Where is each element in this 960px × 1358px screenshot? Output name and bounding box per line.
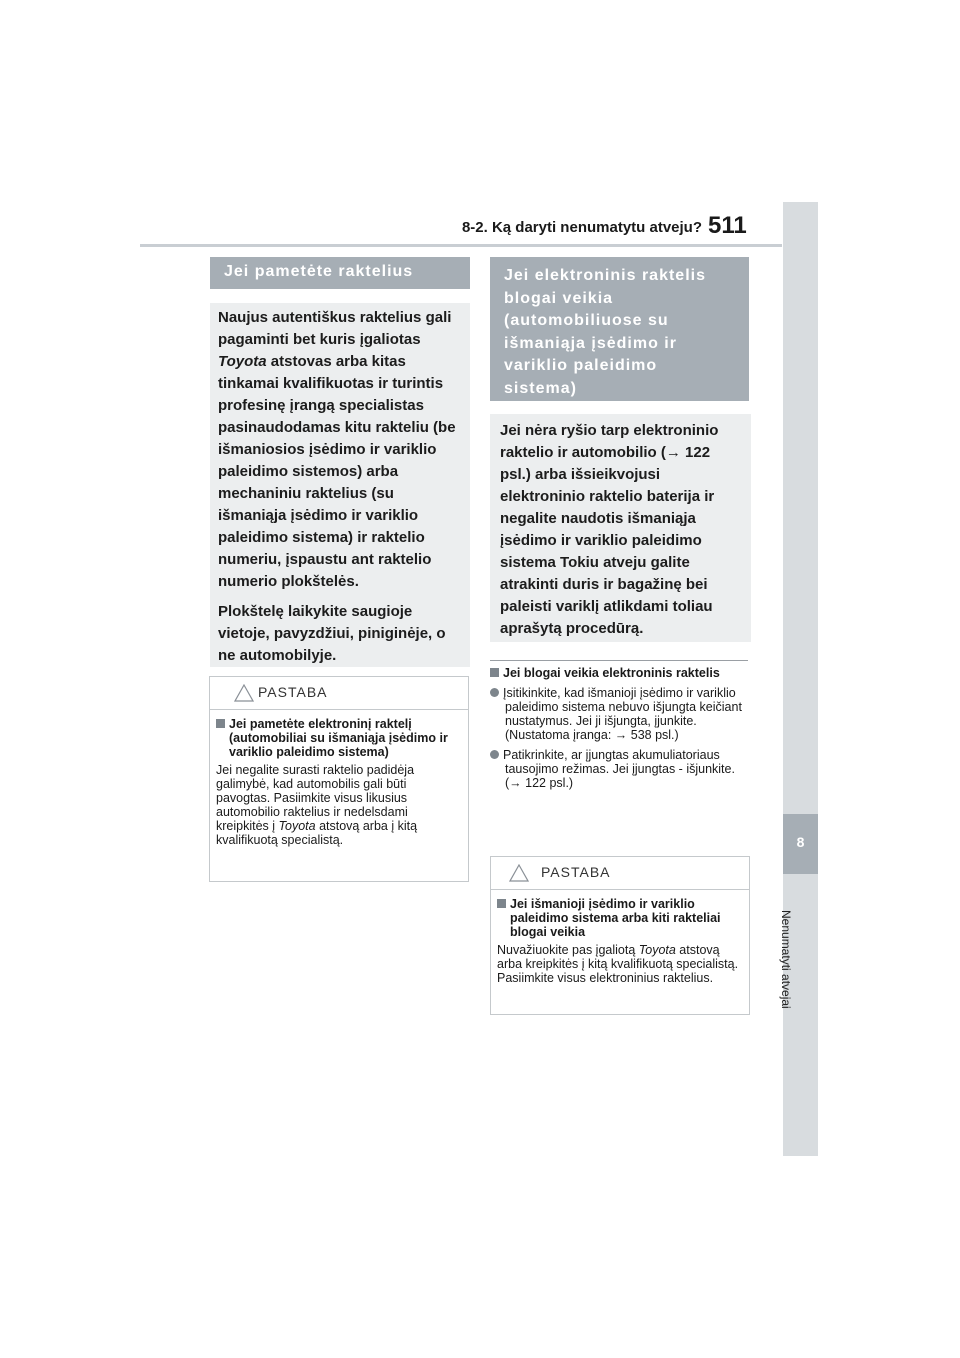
key-malfunction-body: [490, 414, 751, 642]
list-item: Įsitikinkite, kad išmanioji įsėdimo ir variklio paleidimo sistema nebuvo išjungta keičiant nustatymus. Jei ji išjungta, įjunkite. (Nustatoma įranga: → 538 psl.): [490, 686, 752, 742]
side-tab-label-text: Nenumatyti atvejai: [779, 910, 793, 1009]
list-item: Patikrinkite, ar įjungtas akumuliatoriaus tausojimo režimas. Jei įjungtas - išjunkite. (→ 122 psl.): [490, 748, 752, 790]
running-header-title: 8-2. Ką daryti nenumatytu atveju?: [461, 219, 702, 236]
lost-keys-body: [210, 303, 470, 667]
round-bullet-icon: [490, 688, 499, 697]
notice-header: [491, 857, 749, 890]
side-tab-label: [766, 910, 836, 1030]
notice-text: Nuvažiuokite pas įgaliotą Toyota atstovą arba kreipkitės į kitą kvalifikuotą specialistą. Pasiimkite visus elektroninius raktelius.: [497, 943, 739, 985]
notice-item-heading: Jei pametėte elektroninį raktelį (automobiliai su išmaniąja įsėdimo ir variklio paleidimo sistema): [216, 717, 462, 759]
list-heading: Jei blogai veikia elektroninis raktelis: [490, 666, 752, 680]
key-malfunction-list: [490, 666, 752, 796]
square-bullet-icon: [497, 899, 506, 908]
round-bullet-icon: [490, 750, 499, 759]
side-tab-strip-top: [783, 202, 818, 814]
lost-keys-paragraph-2: Plokštelę laikykite saugioje vietoje, pavyzdžiui, piniginėje, o ne automobilyje.: [218, 603, 446, 664]
divider-line: [490, 660, 748, 661]
notice-item-heading: Jei išmanioji įsėdimo ir variklio paleidimo sistema arba kiti rakteliai blogai veikia: [497, 897, 743, 939]
notice-title: PASTABA: [258, 684, 328, 700]
notice-box-lost-electronic-key: [209, 676, 469, 882]
lost-keys-paragraph-1: Naujus autentiškus raktelius gali pagaminti bet kuris įgaliotas Toyota atstovas arba kitas tinkamai kvalifikuotas ir turintis profesinę įrangą specialistas pasinaudodamas kitu rakteliu (be išmaniosios įsėdimo ir variklio paleidimo sistemos) arba mechaniniu raktelius (su išmaniąja įsėdimo ir variklio paleidimo sistema) ir raktelio numeriu, įspaustu ant raktelio numerio plokštelės.: [218, 309, 456, 590]
brand-name: Toyota: [278, 819, 316, 833]
section-heading-key-malfunction: Jei elektroninis raktelis blogai veikia (automobiliuose su išmaniąja įsėdimo ir variklio paleidimo sistema): [490, 257, 749, 401]
warning-triangle-icon: [509, 864, 529, 882]
notice-header: [210, 677, 468, 710]
section-heading-lost-keys: Jei pametėte raktelius: [210, 257, 470, 289]
notice-title: PASTABA: [541, 864, 611, 880]
brand-name: Toyota: [218, 353, 267, 370]
key-malfunction-paragraph: Jei nėra ryšio tarp elektroninio raktelio ir automobilio (→ 122 psl.) arba išsieikvojusi elektroninio raktelio baterija ir negalite naudotis išmaniąja įsėdimo ir variklio paleidimo sistema Tokiu atveju galite atrakinti duris ir bagažinę bei paleisti variklį atlikdami toliau aprašytą procedūrą.: [500, 422, 719, 637]
square-bullet-icon: [216, 719, 225, 728]
brand-name: Toyota: [638, 943, 676, 957]
page-number: 511: [708, 212, 747, 239]
notice-box-system-malfunction: [490, 856, 750, 1015]
square-bullet-icon: [490, 668, 499, 677]
side-tab-chapter-number: 8: [796, 834, 805, 850]
header-rule: [140, 244, 782, 247]
notice-text: Jei negalite surasti raktelio padidėja galimybė, kad automobilis gali būti pavogtas. Pasiimkite visus likusius automobilio raktelius ir nedelsdami kreipkitės į Toyota atstovą arba į kitą kvalifikuotą specialistą.: [216, 763, 418, 847]
warning-triangle-icon: [234, 684, 254, 702]
